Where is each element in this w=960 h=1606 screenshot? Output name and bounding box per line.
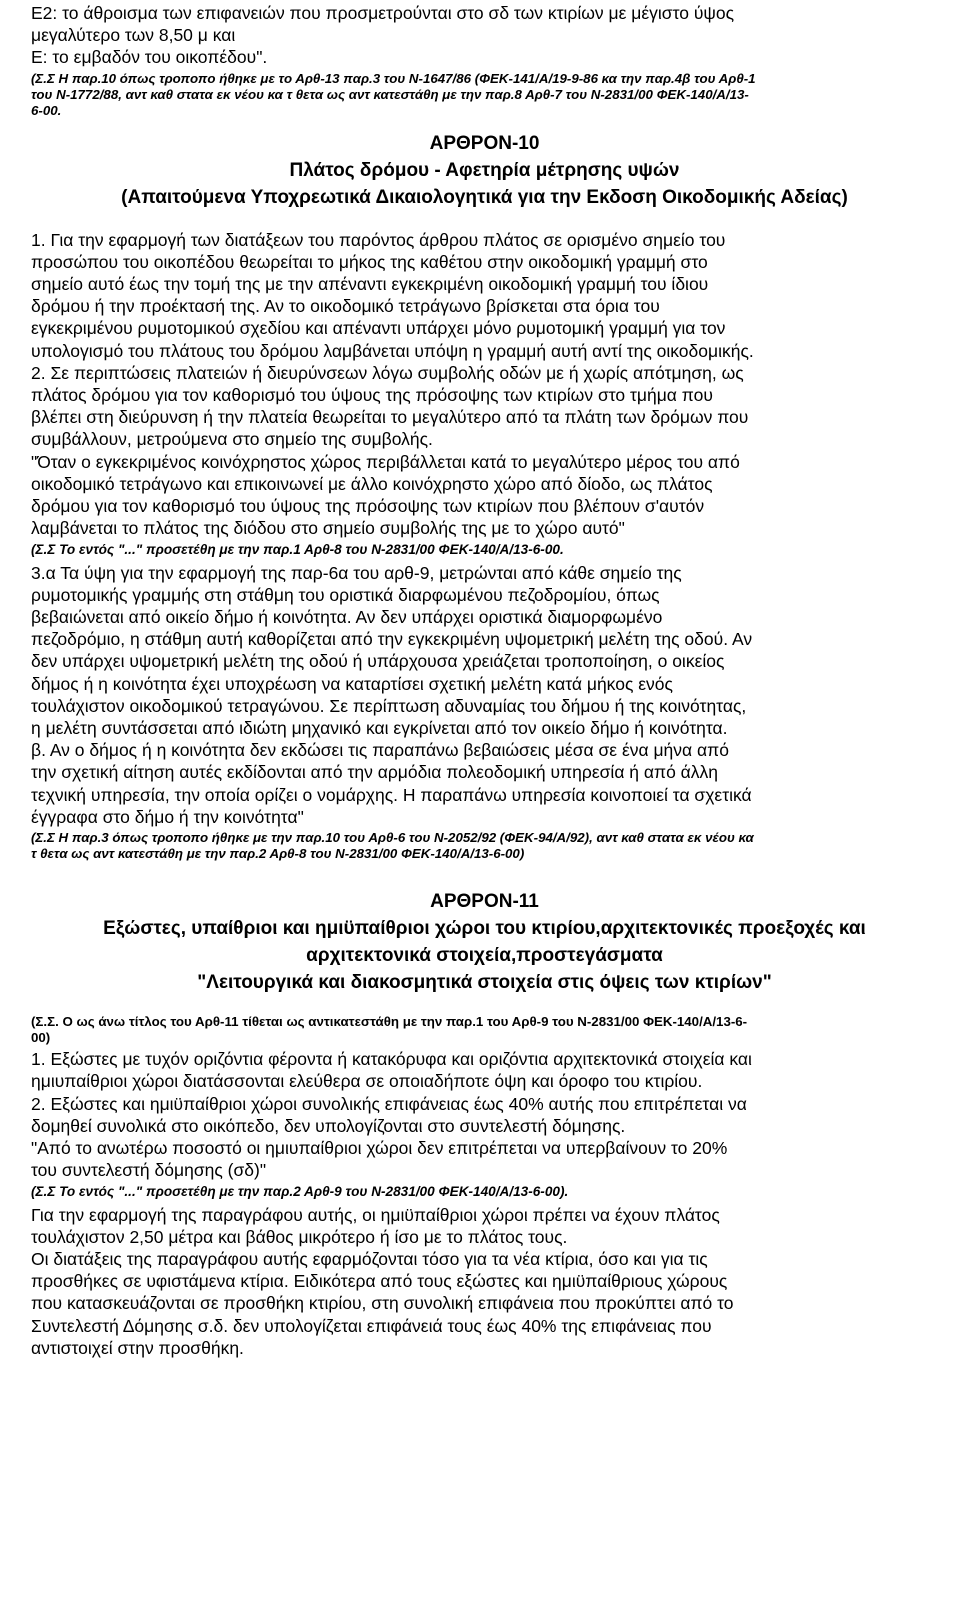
article-10-subtitle: Πλάτος δρόμου - Αφετηρία μέτρησης υψών (289, 159, 680, 181)
article-10-title: ΑΡΘΡΟΝ-10 (429, 132, 540, 154)
top-paragraph: Ε2: το άθροισμα των επιφανειών που προσμετρούνται στο σδ των κτιρίων με μέγιστο ύψος μεγαλύτερο των 8,50 μ και Ε: το εμβαδόν του οικοπέδου". (31, 3, 735, 68)
article-10-paragraph-3: 3.α Τα ύψη για την εφαρμογή της παρ-6α του αρθ-9, μετρώνται από κάθε σημείο της ρυμοτομικής γραμμής στη στάθμη του οριστικά διαρφωμένου πεζοδρομίου, όπως βεβαιώνεται από οικείο δήμο ή κοινότητα. Αν δεν υπάρχει οριστικά διαμορφωμένο πεζοδρόμιο, η στάθμη αυτή καθορίζεται από την εγκεκριμένη υψομετρική μελέτη της οδού. Αν δεν υπάρχει υψομετρική μελέτη της οδού ή υπάρχουσα χρειάζεται τροποποίηση, ο οικείος δήμος ή η κοινότητα έχει υποχρέωση να καταρτίσει σχετική μελέτη κατά μήκος ενός τουλάχιστον οικοδομικού τετραγώνου. Σε περίπτωση αδυναμίας του δήμου ή της κοινότητας, η μελέτη συντάσσεται από ιδιώτη μηχανικό και εγκρίνεται από τον οικείο δήμο ή κοινότητα. β. Αν ο δήμος ή η κοινότητα δεν εκδώσει τις παραπάνω βεβαιώσεις μέσα σε ένα μήνα από την σχετική αίτηση αυτές εκδίδονται από την αρμόδια πολεοδομική υπηρεσία ή από άλλη τεχνική υπηρεσία, την οποία ορίζει ο νομάρχης. Η παραπάνω υπηρεσία κοινοποιεί τα σχετικά έγγραφα στο δήμο ή την κοινότητα" (31, 562, 753, 827)
article-11-subtitle-2: "Λειτουργικά και διακοσμητικά στοιχεία στις όψεις των κτιρίων" (197, 972, 772, 994)
article-10-note-1: (Σ.Σ Το εντός "..." προσετέθη με την παρ.1 Αρθ-8 του Ν-2831/00 ΦΕΚ-140/Α/13-6-00. (31, 542, 564, 558)
article-10-heading (31, 130, 938, 211)
article-11-paragraph-application: Για την εφαρμογή της παραγράφου αυτής, οι ημιϋπαίθριοι χώροι πρέπει να έχουν πλάτος τουλάχιστον 2,50 μέτρα και βάθος μικρότερο ή ίσο με το πλάτος τους. Οι διατάξεις της παραγράφου αυτής εφαρμόζονται τόσο για τα νέα κτίρια, όσο και για τις προσθήκες σε υφιστάμενα κτίρια. Ειδικότερα από τους εξώστες και ημιϋπαίθριους χώρους που κατασκευάζονται σε προσθήκη κτιρίου, στη συνολική επιφάνεια που προκύπτει από το Συντελεστή Δόμησης σ.δ. δεν υπολογίζεται επιφάνειά τους έως 40% της επιφάνειας που αντιστοιχεί στην προσθήκη. (31, 1204, 734, 1358)
article-10-note-2: (Σ.Σ Η παρ.3 όπως τροποπο ήθηκε με την παρ.10 του Αρθ-6 του Ν-2052/92 (ΦΕΚ-94/Α/92), αντ καθ στατα εκ νέου κα τ θετα ως αντ κατεστάθη με την παρ.2 Αρθ-8 του Ν-2831/00 ΦΕΚ-140/Α/13-6-00) (31, 830, 754, 862)
top-amendment-note: (Σ.Σ Η παρ.10 όπως τροποπο ήθηκε με το Αρθ-13 παρ.3 του Ν-1647/86 (ΦΕΚ-141/Α/19-9-86 κα την παρ.4β του Αρθ-1 του Ν-1772/88, αντ καθ στατα εκ νέου κα τ θετα ως αντ κατεστάθη με την παρ.8 Αρθ-7 του Ν-2831/00 ΦΕΚ-140/Α/13- 6-00. (31, 70, 756, 118)
article-10-paragraphs-1-2: 1. Για την εφαρμογή των διατάξεων του παρόντος άρθρου πλάτος σε ορισμένο σημείο του προσώπου του οικοπέδου θεωρείται το μήκος της καθέτου στην οικοδομική γραμμή στο σημείο αυτό έως την τομή της με την απέναντι εγκεκριμένη οικοδομική γραμμή του ίδιου δρόμου ή την προέκτασή της. Αν το οικοδομικό τετράγωνο βρίσκεται στα όρια του εγκεκριμένου ρυμοτομικού σχεδίου και απέναντι υπάρχει μόνο ρυμοτομική γραμμή για τον υπολογισμό του πλάτους του δρόμου λαμβάνεται υπόψη η γραμμή αυτή αντί της οικοδομικής. 2. Σε περιπτώσεις πλατειών ή διευρύνσεων λόγω συμβολής οδών με ή χωρίς απότμηση, ως πλάτος δρόμου για τον καθορισμό του ύψους της πρόσοψης των κτιρίων στο τμήμα που βλέπει στη διεύρυνση ή την πλατεία θεωρείται το μεγαλύτερο από τα πλάτη των δρόμων που συμβάλλουν, μετρούμενα στο σημείο της συμβολής. "Όταν ο εγκεκριμένος κοινόχρηστος χώρος περιβάλλεται κατά το μεγαλύτερο μέρος του από οικοδομικό τετράγωνο και επικοινωνεί με άλλο κοινόχρηστο χώρο από δίοδο, ως πλάτος δρόμου για τον καθορισμό του ύψους της πρόσοψης των κτιρίων που βλέπουν σ'αυτόν λαμβάνεται το πλάτος της διόδου στο σημείο συμβολής της με το χώρο αυτό" (31, 229, 754, 539)
article-11-note-2: (Σ.Σ Το εντός "..." προσετέθη με την παρ.2 Αρθ-9 του Ν-2831/00 ΦΕΚ-140/Α/13-6-00). (31, 1184, 569, 1200)
article-11-heading (31, 888, 938, 996)
article-11-subtitle: Εξώστες, υπαίθριοι και ημιϋπαίθριοι χώροι του κτιρίου,αρχιτεκτονικές προεξοχές και αρχιτεκτονικά στοιχεία,προστεγάσματα (103, 918, 866, 967)
article-11-title: ΑΡΘΡΟΝ-11 (430, 891, 539, 913)
article-10-subtitle-2: (Απαιτούμενα Υποχρεωτικά Δικαιολογητικά για την Εκδοση Οικοδομικής Αδείας) (121, 186, 848, 208)
article-11-note-1: (Σ.Σ. Ο ως άνω τίτλος του Αρθ-11 τίθεται ως αντικατεστάθη με την παρ.1 του Αρθ-9 του Ν-2831/00 ΦΕΚ-140/Α/13-6- 00) (31, 1014, 748, 1046)
article-11-paragraphs-1-2: 1. Εξώστες με τυχόν οριζόντια φέροντα ή κατακόρυφα και οριζόντια αρχιτεκτονικά στοιχεία και ημιυπαίθριοι χώροι διατάσσονται ελεύθερα σε οποιαδήποτε όψη και όροφο του κτιρίου. 2. Εξώστες και ημιϋπαίθριοι χώροι συνολικής επιφάνειας έως 40% αυτής που επιτρέπεται να δομηθεί συνολικά στο οικόπεδο, δεν υπολογίζονται στο συντελεστή δόμησης. "Από το ανωτέρω ποσοστό οι ημιυπαίθριοι χώροι δεν επιτρέπεται να υπερβαίνουν το 20% του συντελεστή δόμησης (σδ)" (31, 1049, 752, 1181)
